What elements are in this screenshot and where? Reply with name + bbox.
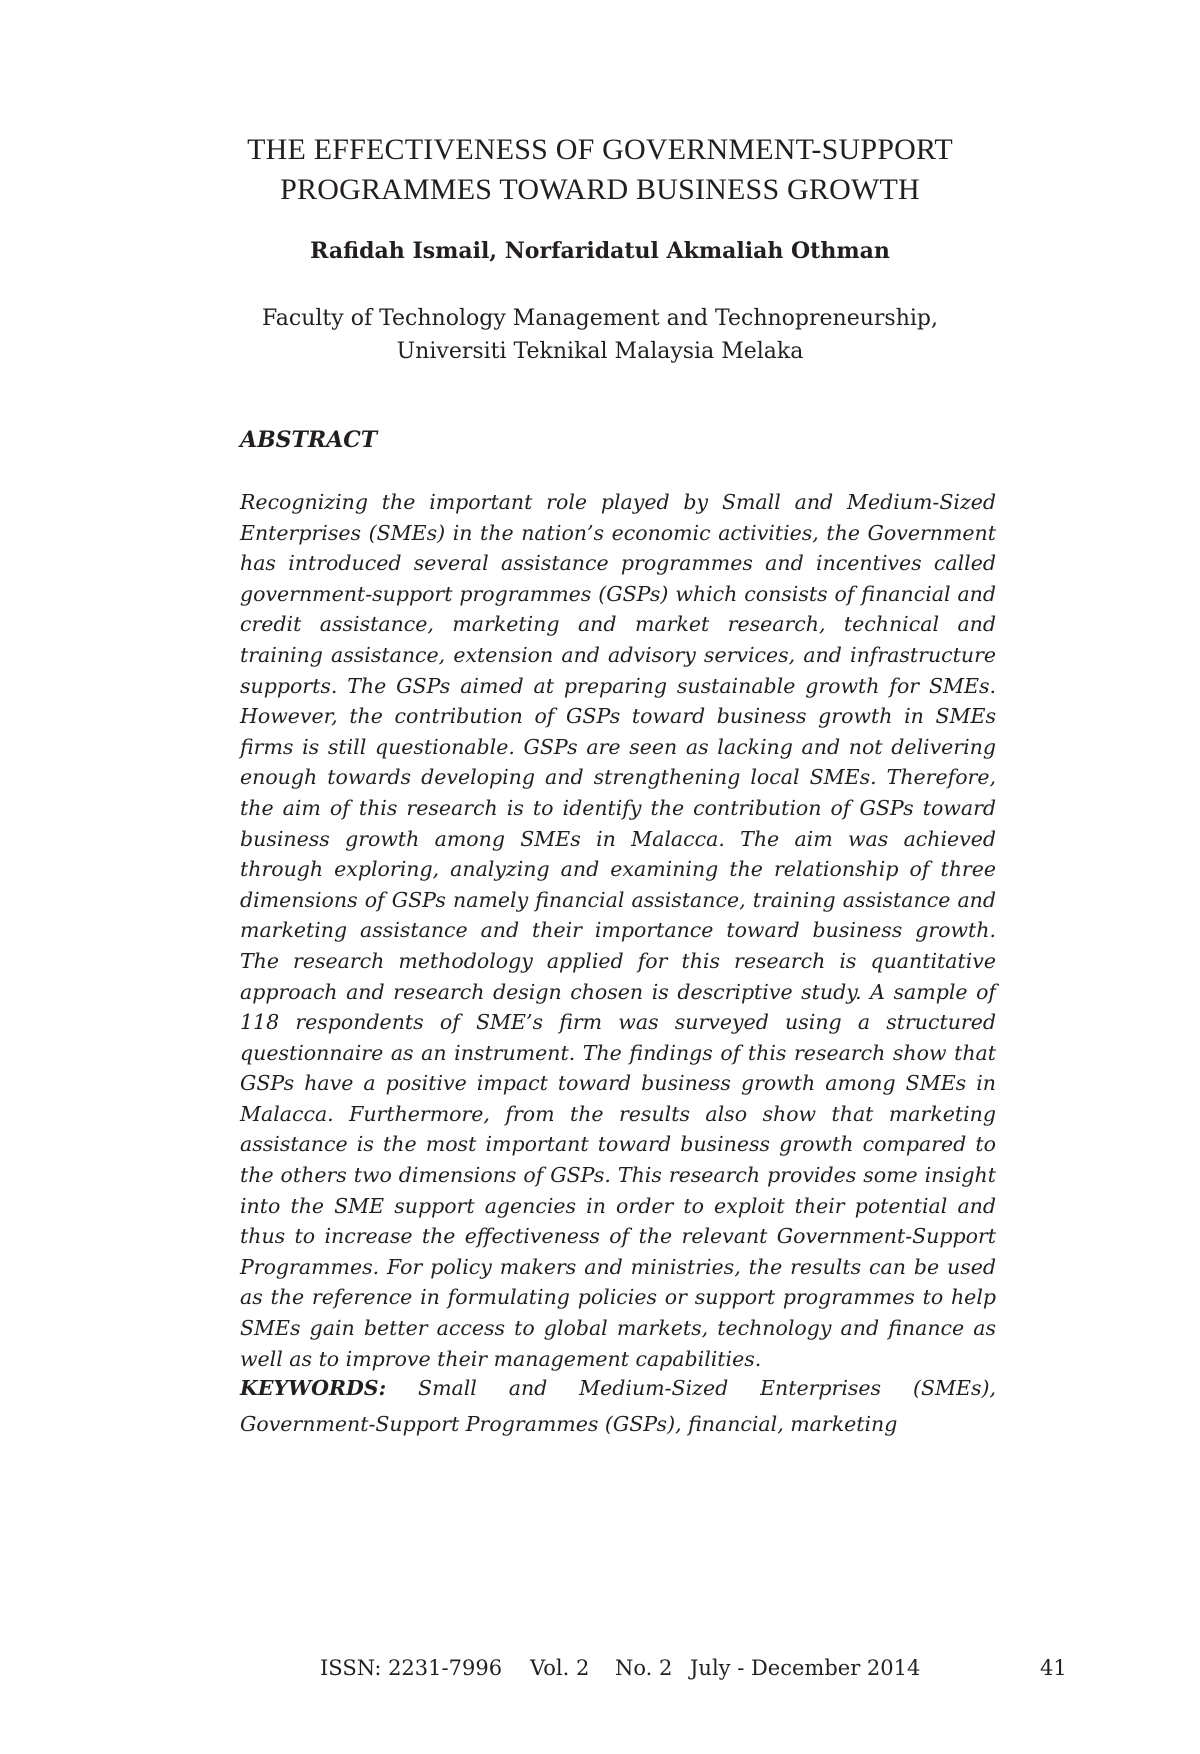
- footer-number: No. 2: [615, 1656, 673, 1680]
- footer-volume: Vol. 2: [530, 1656, 590, 1680]
- keywords-text: Small and Medium-Sized Enterprises (SMEs), Government-Support Programmes (GSPs), financial, marketing: [240, 1376, 996, 1436]
- affiliation-line-2: Universiti Teknikal Malaysia Melaka: [396, 339, 804, 364]
- page-number: 41: [1040, 1656, 1067, 1680]
- affiliation: [140, 302, 1060, 368]
- title-line-1: THE EFFECTIVENESS OF GOVERNMENT-SUPPORT: [247, 133, 953, 166]
- keywords-label: KEYWORDS:: [240, 1376, 387, 1400]
- abstract-heading: ABSTRACT: [240, 427, 378, 453]
- footer-issn: ISSN: 2231-7996: [320, 1656, 503, 1680]
- footer-date: July - December 2014: [690, 1656, 921, 1680]
- keywords-section: [240, 1370, 996, 1442]
- abstract-body: Recognizing the important role played by Small and Medium-Sized Enterprises (SMEs) in the nation’s economic activities, the Government has introduced several assistance programmes and incentives called government-support programmes (GSPs) which consists of financial and credit assistance, marketing and market research, technical and training assistance, extension and advisory services, and infrastructure supports. The GSPs aimed at preparing sustainable growth for SMEs. However, the contribution of GSPs toward business growth in SMEs firms is still questionable. GSPs are seen as lacking and not delivering enough towards developing and strengthening local SMEs. Therefore, the aim of this research is to identify the contribution of GSPs toward business growth among SMEs in Malacca. The aim was achieved through exploring, analyzing and examining the relationship of three dimensions of GSPs namely financial assistance, training assistance and marketing assistance and their importance toward business growth. The research methodology applied for this research is quantitative approach and research design chosen is descriptive study. A sample of 118 respondents of SME’s firm was surveyed using a structured questionnaire as an instrument. The findings of this research show that GSPs have a positive impact toward business growth among SMEs in Malacca. Furthermore, from the results also show that marketing assistance is the most important toward business growth compared to the others two dimensions of GSPs. This research provides some insight into the SME support agencies in order to exploit their potential and thus to increase the effectiveness of the relevant Government-Support Programmes. For policy makers and ministries, the results can be used as the reference in formulating policies or support programmes to help SMEs gain better access to global markets, technology and finance as well as to improve their management capabilities.: [240, 490, 996, 1371]
- paper-title: [140, 130, 1060, 210]
- author-list: Rafidah Ismail, Norfaridatul Akmaliah Othman: [310, 238, 890, 264]
- affiliation-line-1: Faculty of Technology Management and Technopreneurship,: [262, 306, 938, 331]
- title-line-2: PROGRAMMES TOWARD BUSINESS GROWTH: [280, 173, 920, 206]
